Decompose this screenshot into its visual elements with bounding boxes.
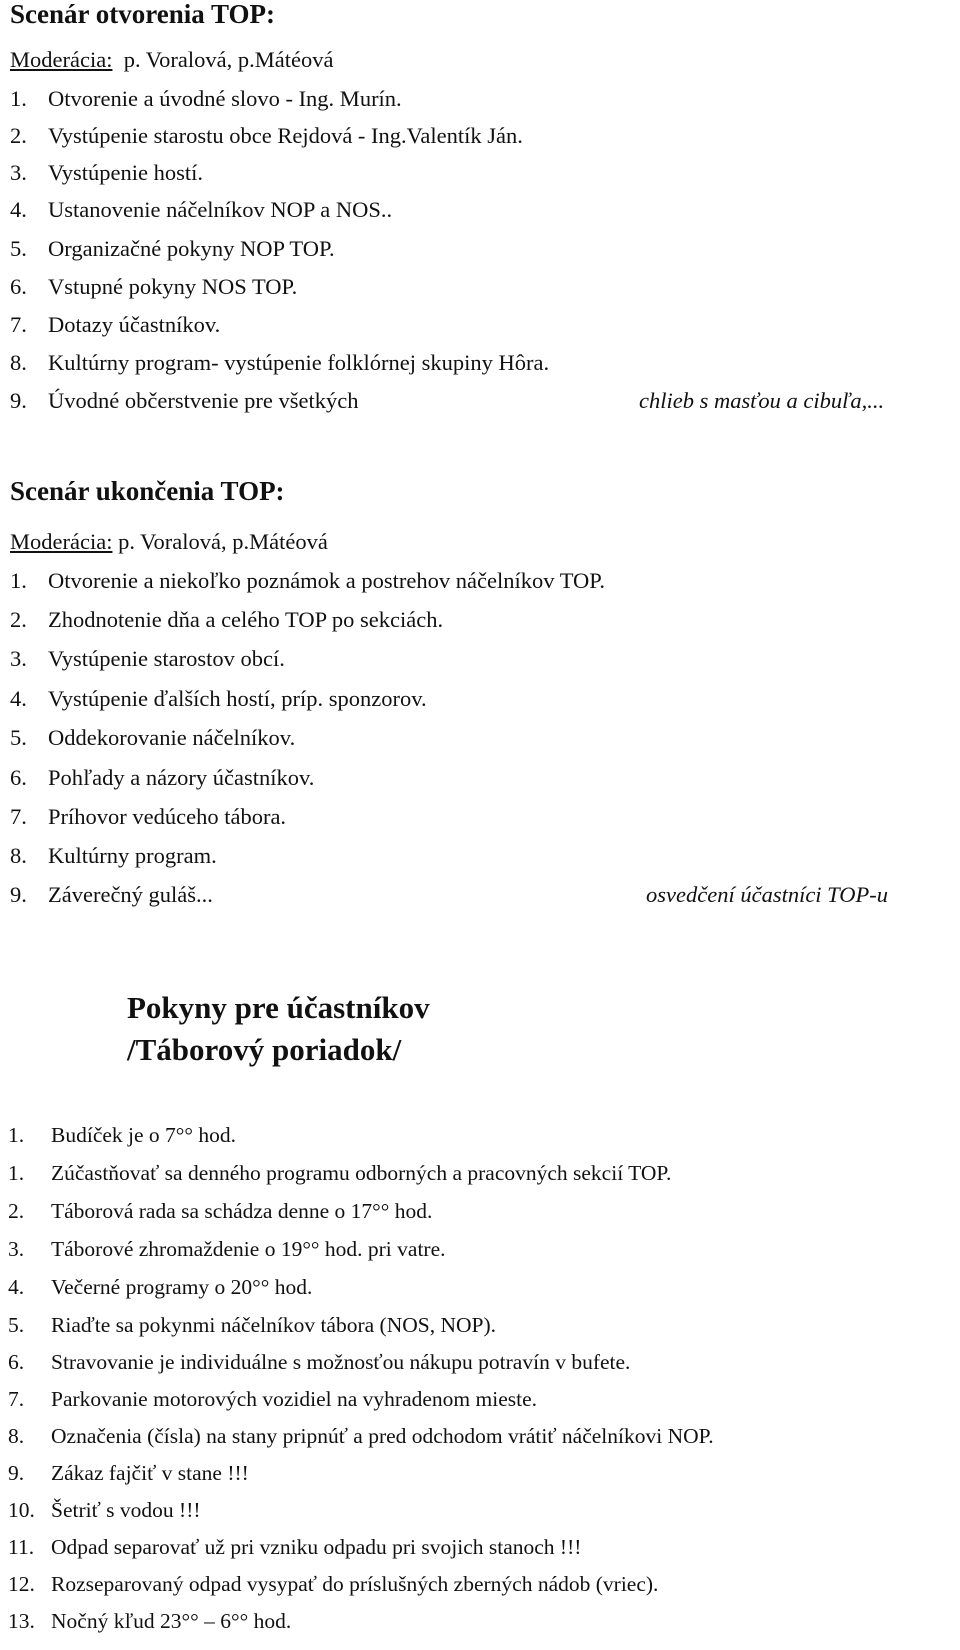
rules-item-12: 12. Rozseparovaný odpad vysypať do príslušných zberných nádob (vriec).: [8, 1572, 659, 1596]
opening-item-2: 2. Vystúpenie starostu obce Rejdová - Ing.Valentík Ján.: [10, 123, 523, 148]
rules-item-5: 5. Riaďte sa pokynmi náčelníkov tábora (NOS, NOP).: [8, 1313, 497, 1337]
rules-title-line-1: Pokyny pre účastníkov: [127, 990, 430, 1025]
closing-item-4: 4. Vystúpenie ďalších hostí, príp. sponzorov.: [10, 686, 427, 711]
opening-moderation: [10, 45, 333, 75]
rules-item-2: 2. Táborová rada sa schádza denne o 17°° hod.: [8, 1199, 433, 1223]
rules-item-13: 13. Nočný kľud 23°° – 6°° hod.: [8, 1609, 292, 1633]
moderation-label: Moderácia:: [10, 529, 113, 554]
opening-item-9-note: chlieb s masťou a cibuľa,...: [639, 388, 885, 413]
closing-item-2: 2. Zhodnotenie dňa a celého TOP po sekciách.: [10, 607, 444, 632]
rules-item-6: 6. Stravovanie je individuálne s možnosťou nákupu potravín v bufete.: [8, 1350, 631, 1374]
rules-item-7: 7. Parkovanie motorových vozidiel na vyhradenom mieste.: [8, 1387, 538, 1411]
opening-item-5: 5. Organizačné pokyny NOP TOP.: [10, 236, 335, 261]
closing-item-7: 7. Príhovor vedúceho tábora.: [10, 804, 287, 829]
rules-title-line-2: /Táborový poriadok/: [127, 1032, 402, 1067]
moderation-names: p. Voralová, p.Mátéová: [123, 47, 334, 72]
closing-item-9: 9. Záverečný guláš...: [10, 882, 213, 907]
closing-item-3: 3. Vystúpenie starostov obcí.: [10, 646, 285, 671]
rules-item-11: 11. Odpad separovať už pri vzniku odpadu pri svojich stanoch !!!: [8, 1535, 582, 1559]
opening-item-9: 9. Úvodné občerstvenie pre všetkých: [10, 388, 359, 413]
opening-item-6: 6. Vstupné pokyny NOS TOP.: [10, 274, 298, 299]
opening-item-8: 8. Kultúrny program- vystúpenie folklórnej skupiny Hôra.: [10, 350, 550, 375]
rules-item-3: 3. Táborové zhromaždenie o 19°° hod. pri vatre.: [8, 1237, 446, 1261]
opening-item-4: 4. Ustanovenie náčelníkov NOP a NOS..: [10, 197, 393, 222]
rules-item-0: 1. Budíček je o 7°° hod.: [8, 1123, 236, 1147]
closing-item-9-note: osvedčení účastníci TOP-u: [646, 882, 889, 907]
rules-item-8: 8. Označenia (čísla) na stany pripnúť a pred odchodom vrátiť náčelníkovi NOP.: [8, 1424, 714, 1448]
opening-item-7: 7. Dotazy účastníkov.: [10, 312, 221, 337]
rules-item-10: 10. Šetriť s vodou !!!: [8, 1498, 201, 1522]
moderation-label: Moderácia:: [10, 47, 113, 72]
closing-item-5: 5. Oddekorovanie náčelníkov.: [10, 725, 296, 750]
closing-item-8: 8. Kultúrny program.: [10, 843, 217, 868]
closing-item-1: 1. Otvorenie a niekoľko poznámok a postrehov náčelníkov TOP.: [10, 568, 605, 593]
closing-moderation: [10, 527, 328, 557]
opening-item-3: 3. Vystúpenie hostí.: [10, 160, 203, 185]
section-closing-title: Scenár ukončenia TOP:: [10, 476, 285, 506]
moderation-names: p. Voralová, p.Mátéová: [118, 529, 328, 554]
rules-item-4: 4. Večerné programy o 20°° hod.: [8, 1275, 313, 1299]
rules-item-9: 9. Zákaz fajčiť v stane !!!: [8, 1461, 249, 1485]
rules-item-1: 1. Zúčastňovať sa denného programu odborných a pracovných sekcií TOP.: [8, 1161, 672, 1185]
section-opening-title: Scenár otvorenia TOP:: [10, 0, 276, 29]
opening-item-1: 1. Otvorenie a úvodné slovo - Ing. Murín.: [10, 86, 402, 111]
closing-item-6: 6. Pohľady a názory účastníkov.: [10, 765, 315, 790]
